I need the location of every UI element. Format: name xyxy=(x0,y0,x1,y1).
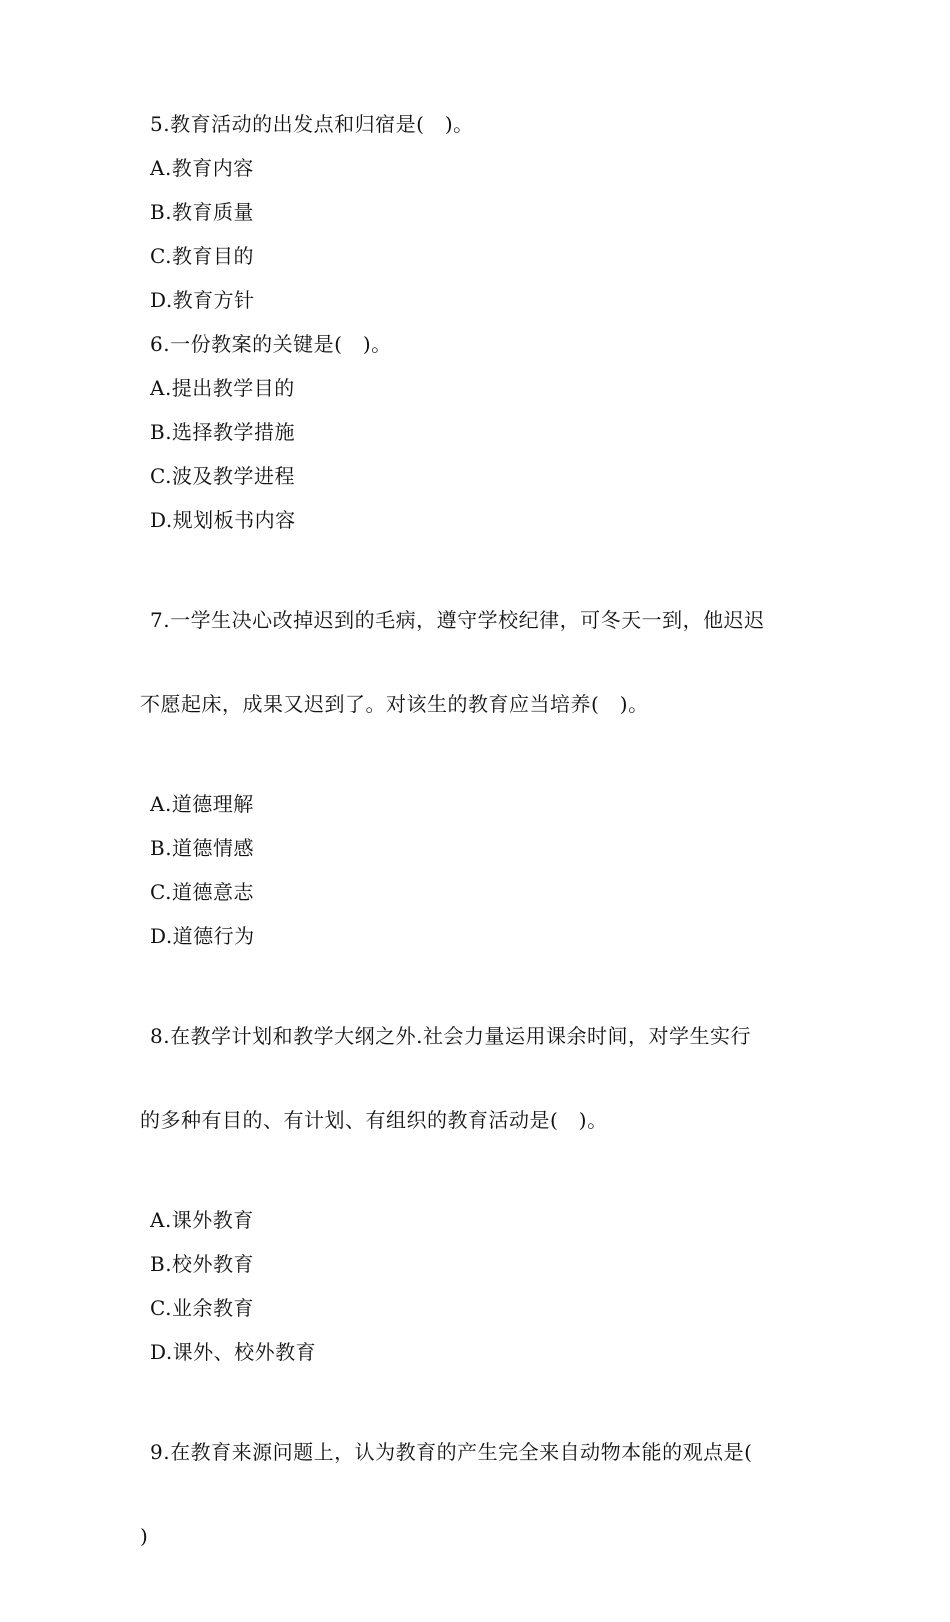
question-8-option-c: C.业余教育 xyxy=(150,1296,254,1320)
question-7-option-c: C.道德意志 xyxy=(150,880,254,904)
question-8-stem-line-1: 8.在教学计划和教学大纲之外.社会力量运用课余时间，对学生实行 xyxy=(150,1024,751,1048)
question-5-option-c: C.教育目的 xyxy=(150,244,254,268)
question-6-option-b: B.选择教学措施 xyxy=(150,420,296,444)
question-8-option-b: B.校外教育 xyxy=(150,1252,255,1276)
question-5-stem: 5.教育活动的出发点和归宿是( )。 xyxy=(150,112,474,136)
question-9-stem xyxy=(140,1382,820,1606)
question-7-option-d: D.道德行为 xyxy=(150,924,255,948)
question-8-stem-line-2: 的多种有目的、有计划、有组织的教育活动是( )。 xyxy=(140,1108,608,1132)
question-5-option-b: B.教育质量 xyxy=(150,200,255,224)
question-7-option-b: B.道德情感 xyxy=(150,836,255,860)
question-6-option-c: C.波及教学进程 xyxy=(150,464,295,488)
question-8-stem xyxy=(140,966,820,1190)
question-6-option-d: D.规划板书内容 xyxy=(150,508,296,532)
document-page xyxy=(140,110,820,1622)
question-5-option-a: A.教育内容 xyxy=(150,156,254,180)
question-9-stem-line-1: 9.在教育来源问题上，认为教育的产生完全来自动物本能的观点是( xyxy=(150,1440,753,1464)
question-7-option-a: A.道德理解 xyxy=(150,792,254,816)
question-9-stem-line-2: ) xyxy=(140,1524,149,1548)
question-5-option-d: D.教育方针 xyxy=(150,288,255,312)
question-8-option-a: A.课外教育 xyxy=(150,1208,254,1232)
question-7-stem-line-2: 不愿起床，成果又迟到了。对该生的教育应当培养( )。 xyxy=(140,692,649,716)
question-8-option-d: D.课外、校外教育 xyxy=(150,1340,317,1364)
question-7-stem xyxy=(140,550,820,774)
question-6-stem: 6.一份教案的关键是( )。 xyxy=(150,332,392,356)
question-6-option-a: A.提出教学目的 xyxy=(150,376,295,400)
question-7-stem-line-1: 7.一学生决心改掉迟到的毛病，遵守学校纪律，可冬天一到，他迟迟 xyxy=(150,608,765,632)
